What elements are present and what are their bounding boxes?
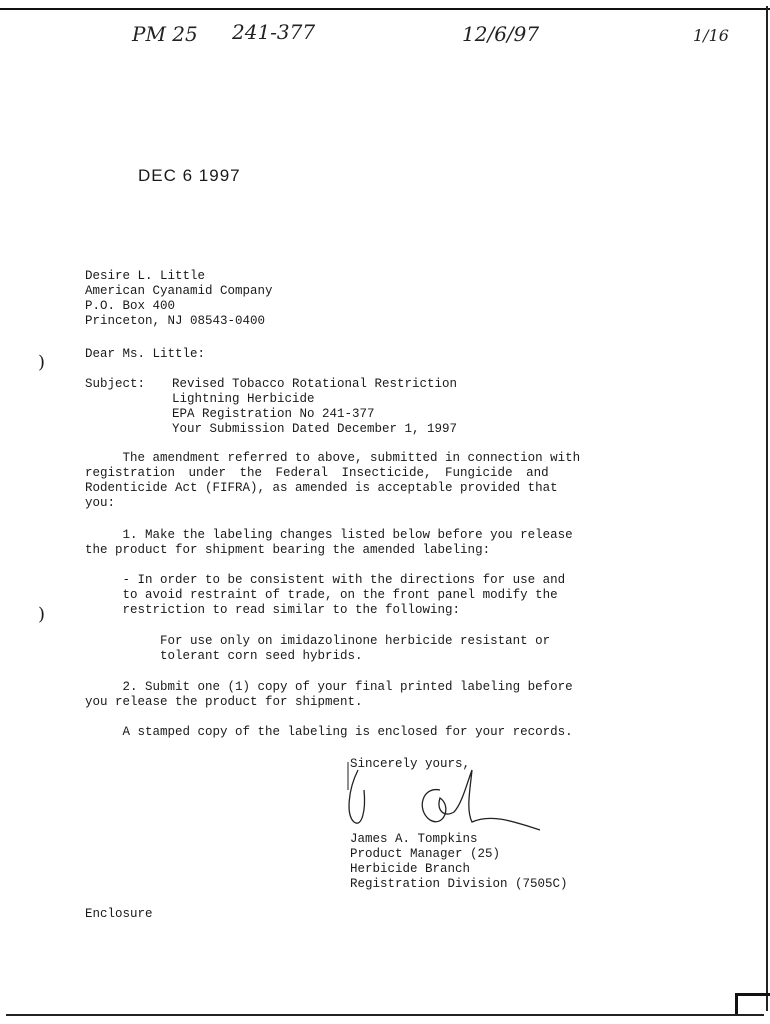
- subject-label: Subject:: [85, 377, 146, 391]
- handwritten-date: 12/6/97: [462, 22, 540, 46]
- enclosure-label: Enclosure: [85, 907, 153, 921]
- handwritten-reg-number: 241-377: [232, 20, 316, 44]
- salutation: Dear Ms. Little:: [85, 347, 206, 361]
- signature-mark: [340, 760, 560, 840]
- body-line: registration under the Federal Insecticide, Fungicide and: [85, 466, 549, 480]
- margin-bracket: ): [38, 352, 46, 373]
- address-line: Princeton, NJ 08543-0400: [85, 314, 266, 328]
- address-line: P.O. Box 400: [85, 299, 176, 313]
- signature-line: James A. Tompkins: [350, 832, 478, 846]
- signature-line: Product Manager (25): [350, 847, 501, 861]
- margin-bracket: ): [38, 604, 46, 625]
- body-line: The amendment referred to above, submitted in connection with: [85, 451, 581, 465]
- body-line: restriction to read similar to the following:: [85, 603, 461, 617]
- subject-line: Lightning Herbicide: [172, 392, 315, 406]
- body-line: tolerant corn seed hybrids.: [85, 649, 363, 663]
- body-line: Rodenticide Act (FIFRA), as amended is acceptable provided that: [85, 481, 558, 495]
- bottom-border: [6, 1014, 764, 1016]
- body-line: - In order to be consistent with the directions for use and: [85, 573, 566, 587]
- body-line: For use only on imidazolinone herbicide resistant or: [85, 634, 551, 648]
- top-border: [0, 8, 770, 10]
- body-paragraph-6: A stamped copy of the labeling is enclosed for your records.: [85, 725, 573, 739]
- address-line: American Cyanamid Company: [85, 284, 273, 298]
- handwritten-page: 1/16: [693, 26, 729, 45]
- handwritten-pm: PM 25: [132, 22, 198, 46]
- corner-mark: [735, 993, 770, 1014]
- body-line: 1. Make the labeling changes listed below before you release: [85, 528, 573, 542]
- body-line: you release the product for shipment.: [85, 695, 363, 709]
- body-line: you:: [85, 496, 116, 510]
- signature-line: Registration Division (7505C): [350, 877, 568, 891]
- body-line: the product for shipment bearing the amended labeling:: [85, 543, 491, 557]
- body-line: 2. Submit one (1) copy of your final printed labeling before: [85, 680, 573, 694]
- subject-line: EPA Registration No 241-377: [172, 407, 375, 421]
- closing-sincerely: Sincerely yours,: [350, 757, 471, 771]
- date-stamp: DEC 6 1997: [138, 166, 241, 185]
- subject-line: Your Submission Dated December 1, 1997: [172, 422, 458, 436]
- signature-line: Herbicide Branch: [350, 862, 471, 876]
- subject-line: Revised Tobacco Rotational Restriction: [172, 377, 458, 391]
- address-line: Desire L. Little: [85, 269, 206, 283]
- body-line: to avoid restraint of trade, on the front panel modify the: [85, 588, 558, 602]
- right-border: [766, 6, 768, 1011]
